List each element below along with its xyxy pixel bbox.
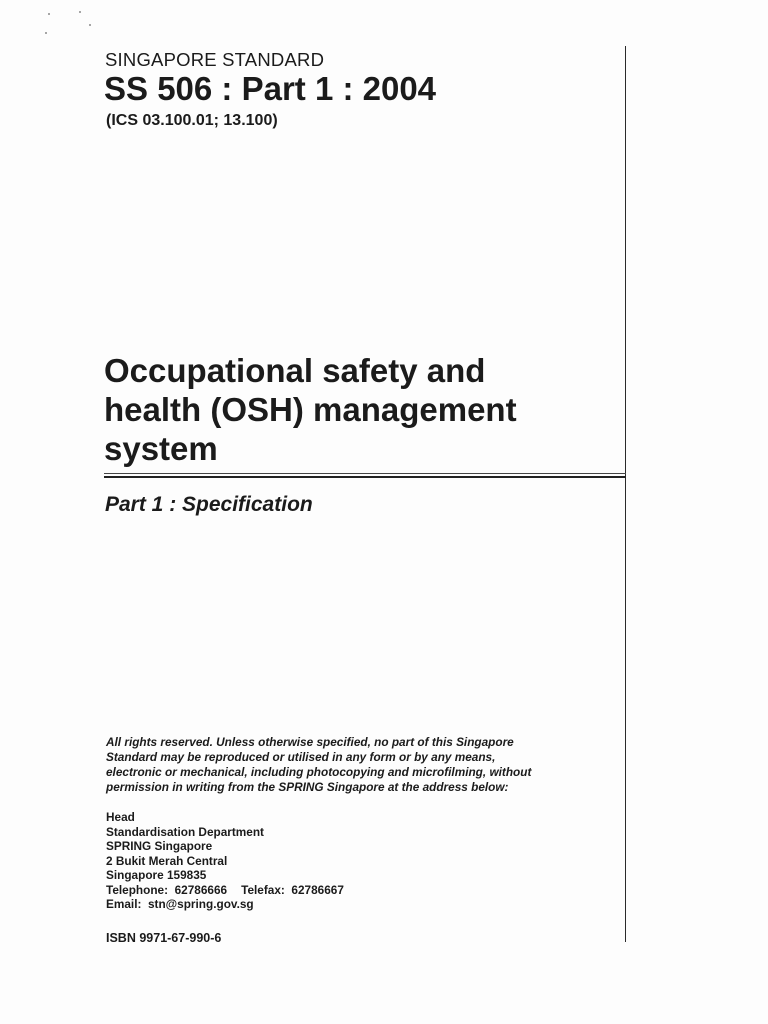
phone-fax-line — [106, 883, 344, 898]
telephone-label: Telephone: — [106, 882, 169, 897]
rights-line: All rights reserved. Unless otherwise specified, no part of this Singapore — [106, 735, 514, 749]
scan-speck — [89, 24, 91, 26]
standard-label: SINGAPORE STANDARD — [105, 49, 325, 70]
email-label: Email: — [106, 897, 142, 911]
address-line: Head — [106, 810, 135, 824]
rights-notice — [106, 735, 606, 795]
title-rule-thin — [104, 473, 626, 474]
ics-codes: (ICS 03.100.01; 13.100) — [106, 112, 278, 129]
telefax-label: Telefax: — [241, 882, 285, 897]
contact-address — [106, 810, 344, 912]
title-line: health (OSH) management — [104, 391, 517, 428]
address-line: SPRING Singapore — [106, 839, 213, 853]
email-address: stn@spring.gov.sg — [147, 897, 254, 911]
rights-line: electronic or mechanical, including photocopying and microfilming, without — [106, 765, 532, 779]
rights-line: Standard may be reproduced or utilised in any form or by any means, — [106, 750, 496, 764]
scan-speck — [79, 11, 81, 13]
email-line — [106, 897, 344, 912]
rights-line: permission in writing from the SPRING Singapore at the address below: — [106, 780, 509, 794]
address-line: Singapore 159835 — [106, 868, 207, 882]
scan-speck — [48, 13, 50, 15]
title-line: Occupational safety and — [104, 352, 486, 389]
document-subtitle: Part 1 : Specification — [105, 493, 313, 516]
margin-vertical-rule — [625, 46, 626, 942]
telephone-number: 62786666 — [174, 882, 228, 897]
title-line: system — [104, 430, 218, 467]
scan-speck — [45, 32, 47, 34]
document-id: SS 506 : Part 1 : 2004 — [104, 70, 437, 107]
address-line: 2 Bukit Merah Central — [106, 853, 228, 868]
telefax-number: 62786667 — [291, 882, 344, 897]
isbn: ISBN 9971-67-990-6 — [106, 931, 222, 945]
title-rule-thick — [104, 476, 626, 478]
document-title — [104, 351, 614, 468]
address-line: Standardisation Department — [106, 824, 264, 839]
